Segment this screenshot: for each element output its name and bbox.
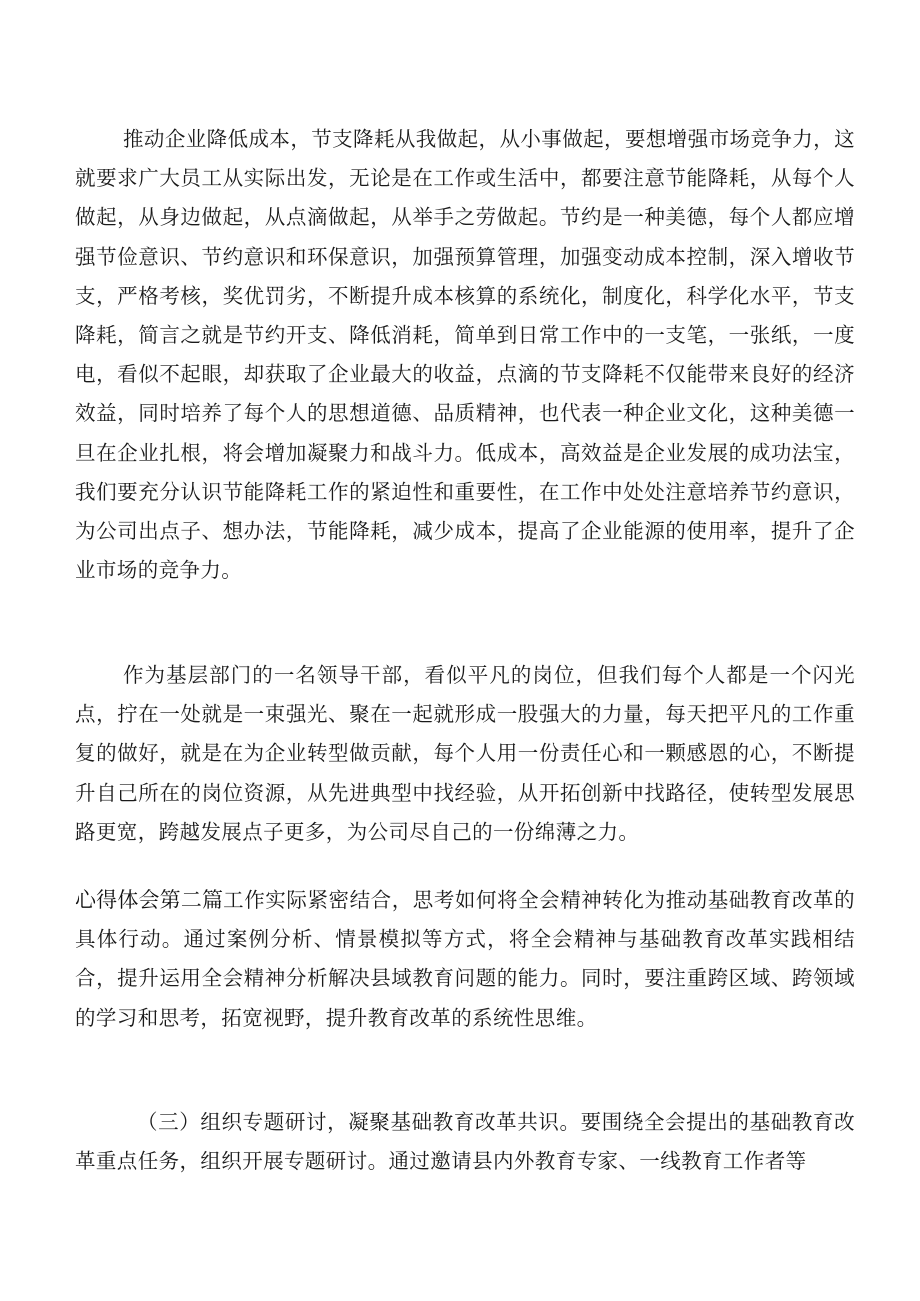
paragraph-grassroots-leader: 作为基层部门的一名领导干部，看似平凡的岗位，但我们每个人都是一个闪光点，拧在一处就是一束强光、聚在一起就形成一股强大的力量，每天把平凡的工作重复的做好，就是在为企业转型做贡献，每个人用一份责任心和一颗感恩的心，不断提升自己所在的岗位资源，从先进典型中找经验，从开拓创新中找路径，使转型发展思路更宽，跨越发展点子更多，为公司尽自己的一份绵薄之力。 [75, 663, 855, 844]
section-heading: 心得体会第二篇 [75, 888, 224, 912]
paragraph-second-article [75, 881, 855, 1038]
paragraph-special-seminar: （三）组织专题研讨，凝聚基础教育改革共识。要围绕全会提出的基础教育改革重点任务，组织开展专题研讨。通过邀请县内外教育专家、一线教育工作者等 [75, 1110, 855, 1174]
paragraph-cost-reduction: 推动企业降低成本，节支降耗从我做起，从小事做起，要想增强市场竞争力，这就要求广大员工从实际出发，无论是在工作或生活中，都要注意节能降耗，从每个人做起，从身边做起，从点滴做起，从举手之劳做起。节约是一种美德，每个人都应增强节俭意识、节约意识和环保意识，加强预算管理，加强变动成本控制，深入增收节支，严格考核，奖优罚劣，不断提升成本核算的系统化，制度化，科学化水平，节支降耗，简言之就是节约开支、降低消耗，简单到日常工作中的一支笔，一张纸，一度电，看似不起眼，却获取了企业最大的收益，点滴的节支降耗不仅能带来良好的经济效益，同时培养了每个人的思想道德、品质精神，也代表一种企业文化，这种美德一旦在企业扎根，将会增加凝聚力和战斗力。低成本，高效益是企业发展的成功法宝，我们要充分认识节能降耗工作的紧迫性和重要性，在工作中处处注意培养节约意识，为公司出点子、想办法，节能降耗，减少成本，提高了企业能源的使用率，提升了企业市场的竞争力。 [75, 127, 855, 583]
section-paragraph-text: 工作实际紧密结合，思考如何将全会精神转化为推动基础教育改革的具体行动。通过案例分析、情景模拟等方式，将全会精神与基础教育改革实践相结合，提升运用全会精神分析解决县域教育问题的能力。同时，要注重跨区域、跨领域的学习和思考，拓宽视野，提升教育改革的系统性思维。 [75, 888, 856, 1030]
